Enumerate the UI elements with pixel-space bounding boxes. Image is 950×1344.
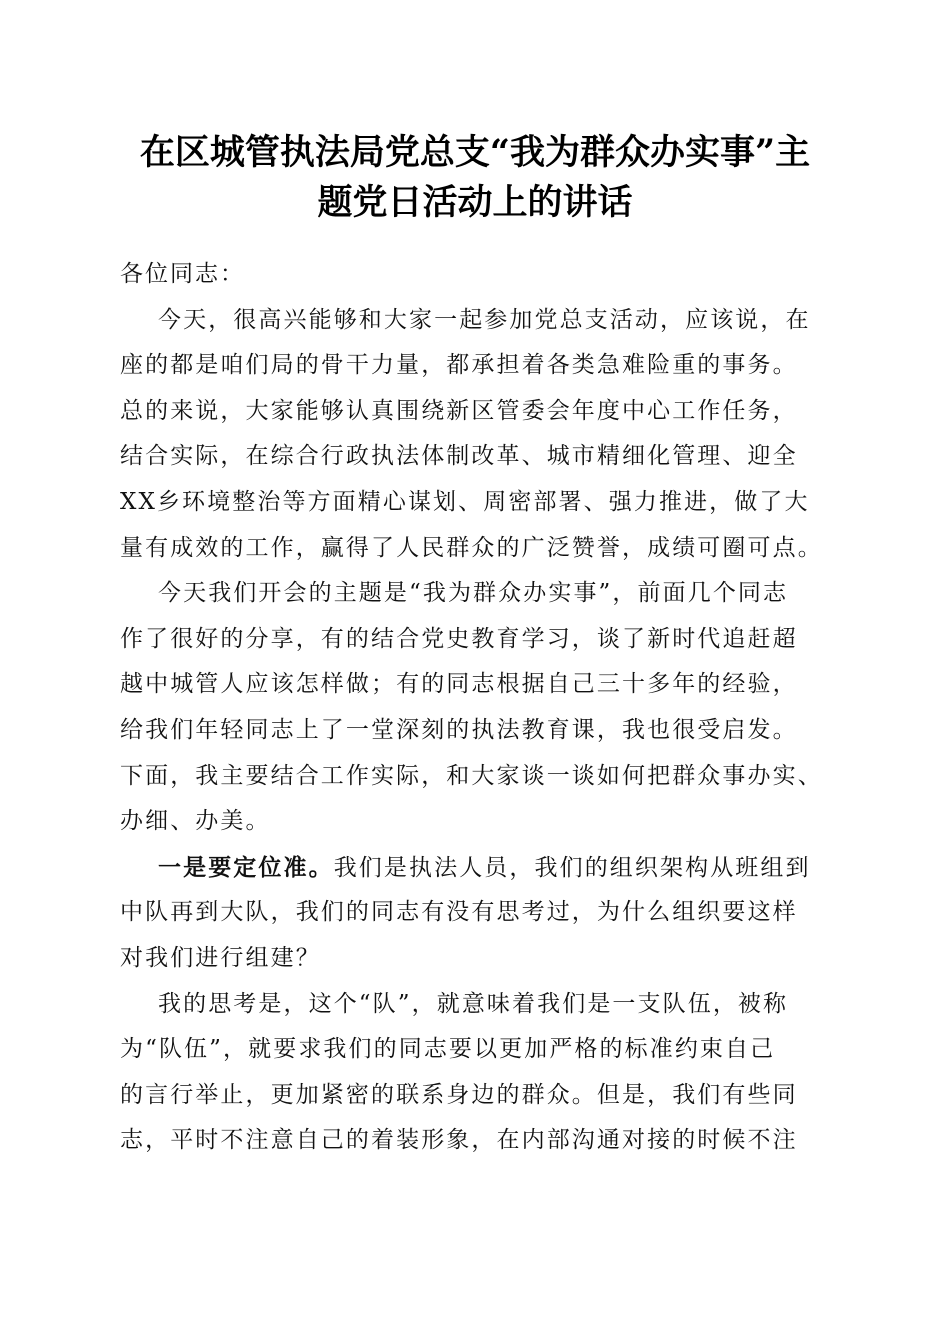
paragraph-2-line-5: 下面，我主要结合工作实际，和大家谈一谈如何把群众事办实、	[120, 762, 823, 789]
paragraph-2-line-1: 今天我们开会的主题是“我为群众办实事”，前面几个同志	[158, 580, 789, 607]
paragraph-1-line-6: 量有成效的工作，赢得了人民群众的广泛赞誉，成绩可圈可点。	[120, 534, 823, 561]
paragraph-1-line-3: 总的来说，大家能够认真围绕新区管委会年度中心工作任务，	[120, 397, 798, 424]
paragraph-1-line-4: 结合实际，在综合行政执法体制改革、城市精细化管理、迎全	[120, 443, 798, 470]
paragraph-2-line-4: 给我们年轻同志上了一堂深刻的执法教育课，我也很受启发。	[120, 716, 798, 743]
title-line-1: 在区城管执法局党总支“我为群众办实事”主	[139, 132, 811, 173]
section-one-heading: 一是要定位准。	[158, 853, 334, 881]
document-title	[100, 128, 850, 228]
paragraph-2-line-2: 作了很好的分享，有的结合党史教育学习，谈了新时代追赶超	[120, 625, 798, 652]
paragraph-3-line-3: 对我们进行组建？	[120, 944, 321, 971]
paragraph-3-line-1-text: 我们是执法人员，我们的组织架构从班组到	[333, 854, 811, 881]
paragraph-4-line-4: 志，平时不注意自己的着装形象，在内部沟通对接的时候不注	[120, 1127, 798, 1154]
paragraph-3-line-1	[120, 845, 840, 891]
paragraph-1-line-5: XX乡环境整治等方面精心谋划、周密部署、强力推进，做了大	[120, 488, 810, 515]
paragraph-4-line-3: 的言行举止，更加紧密的联系身边的群众。但是，我们有些同	[120, 1081, 798, 1108]
paragraph-1-line-2: 座的都是咱们局的骨干力量，都承担着各类急难险重的事务。	[120, 352, 798, 379]
paragraph-2-line-3: 越中城管人应该怎样做；有的同志根据自己三十多年的经验，	[120, 671, 798, 698]
speech-body	[120, 252, 840, 1164]
title-line-2: 题党日活动上的讲话	[317, 182, 633, 223]
salutation: 各位同志：	[120, 261, 245, 287]
paragraph-1-line-1: 今天，很高兴能够和大家一起参加党总支活动，应该说，在	[158, 306, 811, 333]
paragraph-4-line-2: 为“队伍”，就要求我们的同志要以更加严格的标准约束自己	[120, 1036, 776, 1063]
paragraph-2-line-6: 办细、办美。	[120, 808, 271, 835]
paragraph-3-line-2: 中队再到大队，我们的同志有没有思考过，为什么组织要这样	[120, 899, 798, 926]
paragraph-4-line-1: 我的思考是，这个“队”，就意味着我们是一支队伍，被称	[158, 990, 789, 1017]
